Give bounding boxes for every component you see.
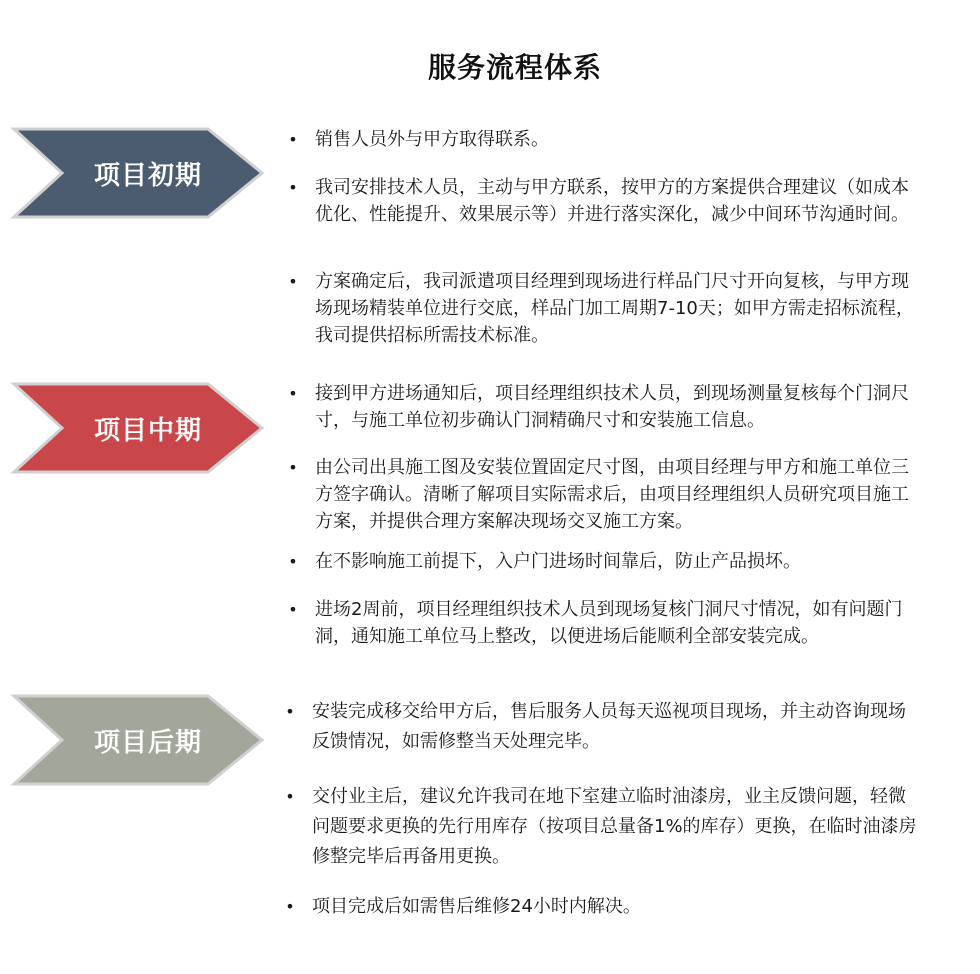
bullet-dot: • — [285, 897, 295, 916]
bullet-dot: • — [288, 130, 298, 149]
phase-chevron-middle — [10, 380, 266, 476]
bullet-dot: • — [285, 702, 295, 721]
bullet-dot: • — [288, 552, 298, 571]
page-title: 服务流程体系 — [427, 51, 602, 84]
bullet-dot: • — [288, 458, 298, 477]
bullet-dot: • — [285, 787, 295, 806]
phase-chevron-initial — [10, 125, 266, 221]
phase-label: 项目中期 — [93, 415, 202, 446]
phase-label: 项目初期 — [93, 160, 202, 191]
phase-chevron-late — [10, 692, 266, 788]
bullet-dot: • — [288, 384, 298, 403]
phase-label: 项目后期 — [93, 727, 202, 758]
bullet-dot: • — [288, 600, 298, 619]
bullet-dot: • — [288, 272, 298, 291]
bullet-dot: • — [288, 178, 298, 197]
